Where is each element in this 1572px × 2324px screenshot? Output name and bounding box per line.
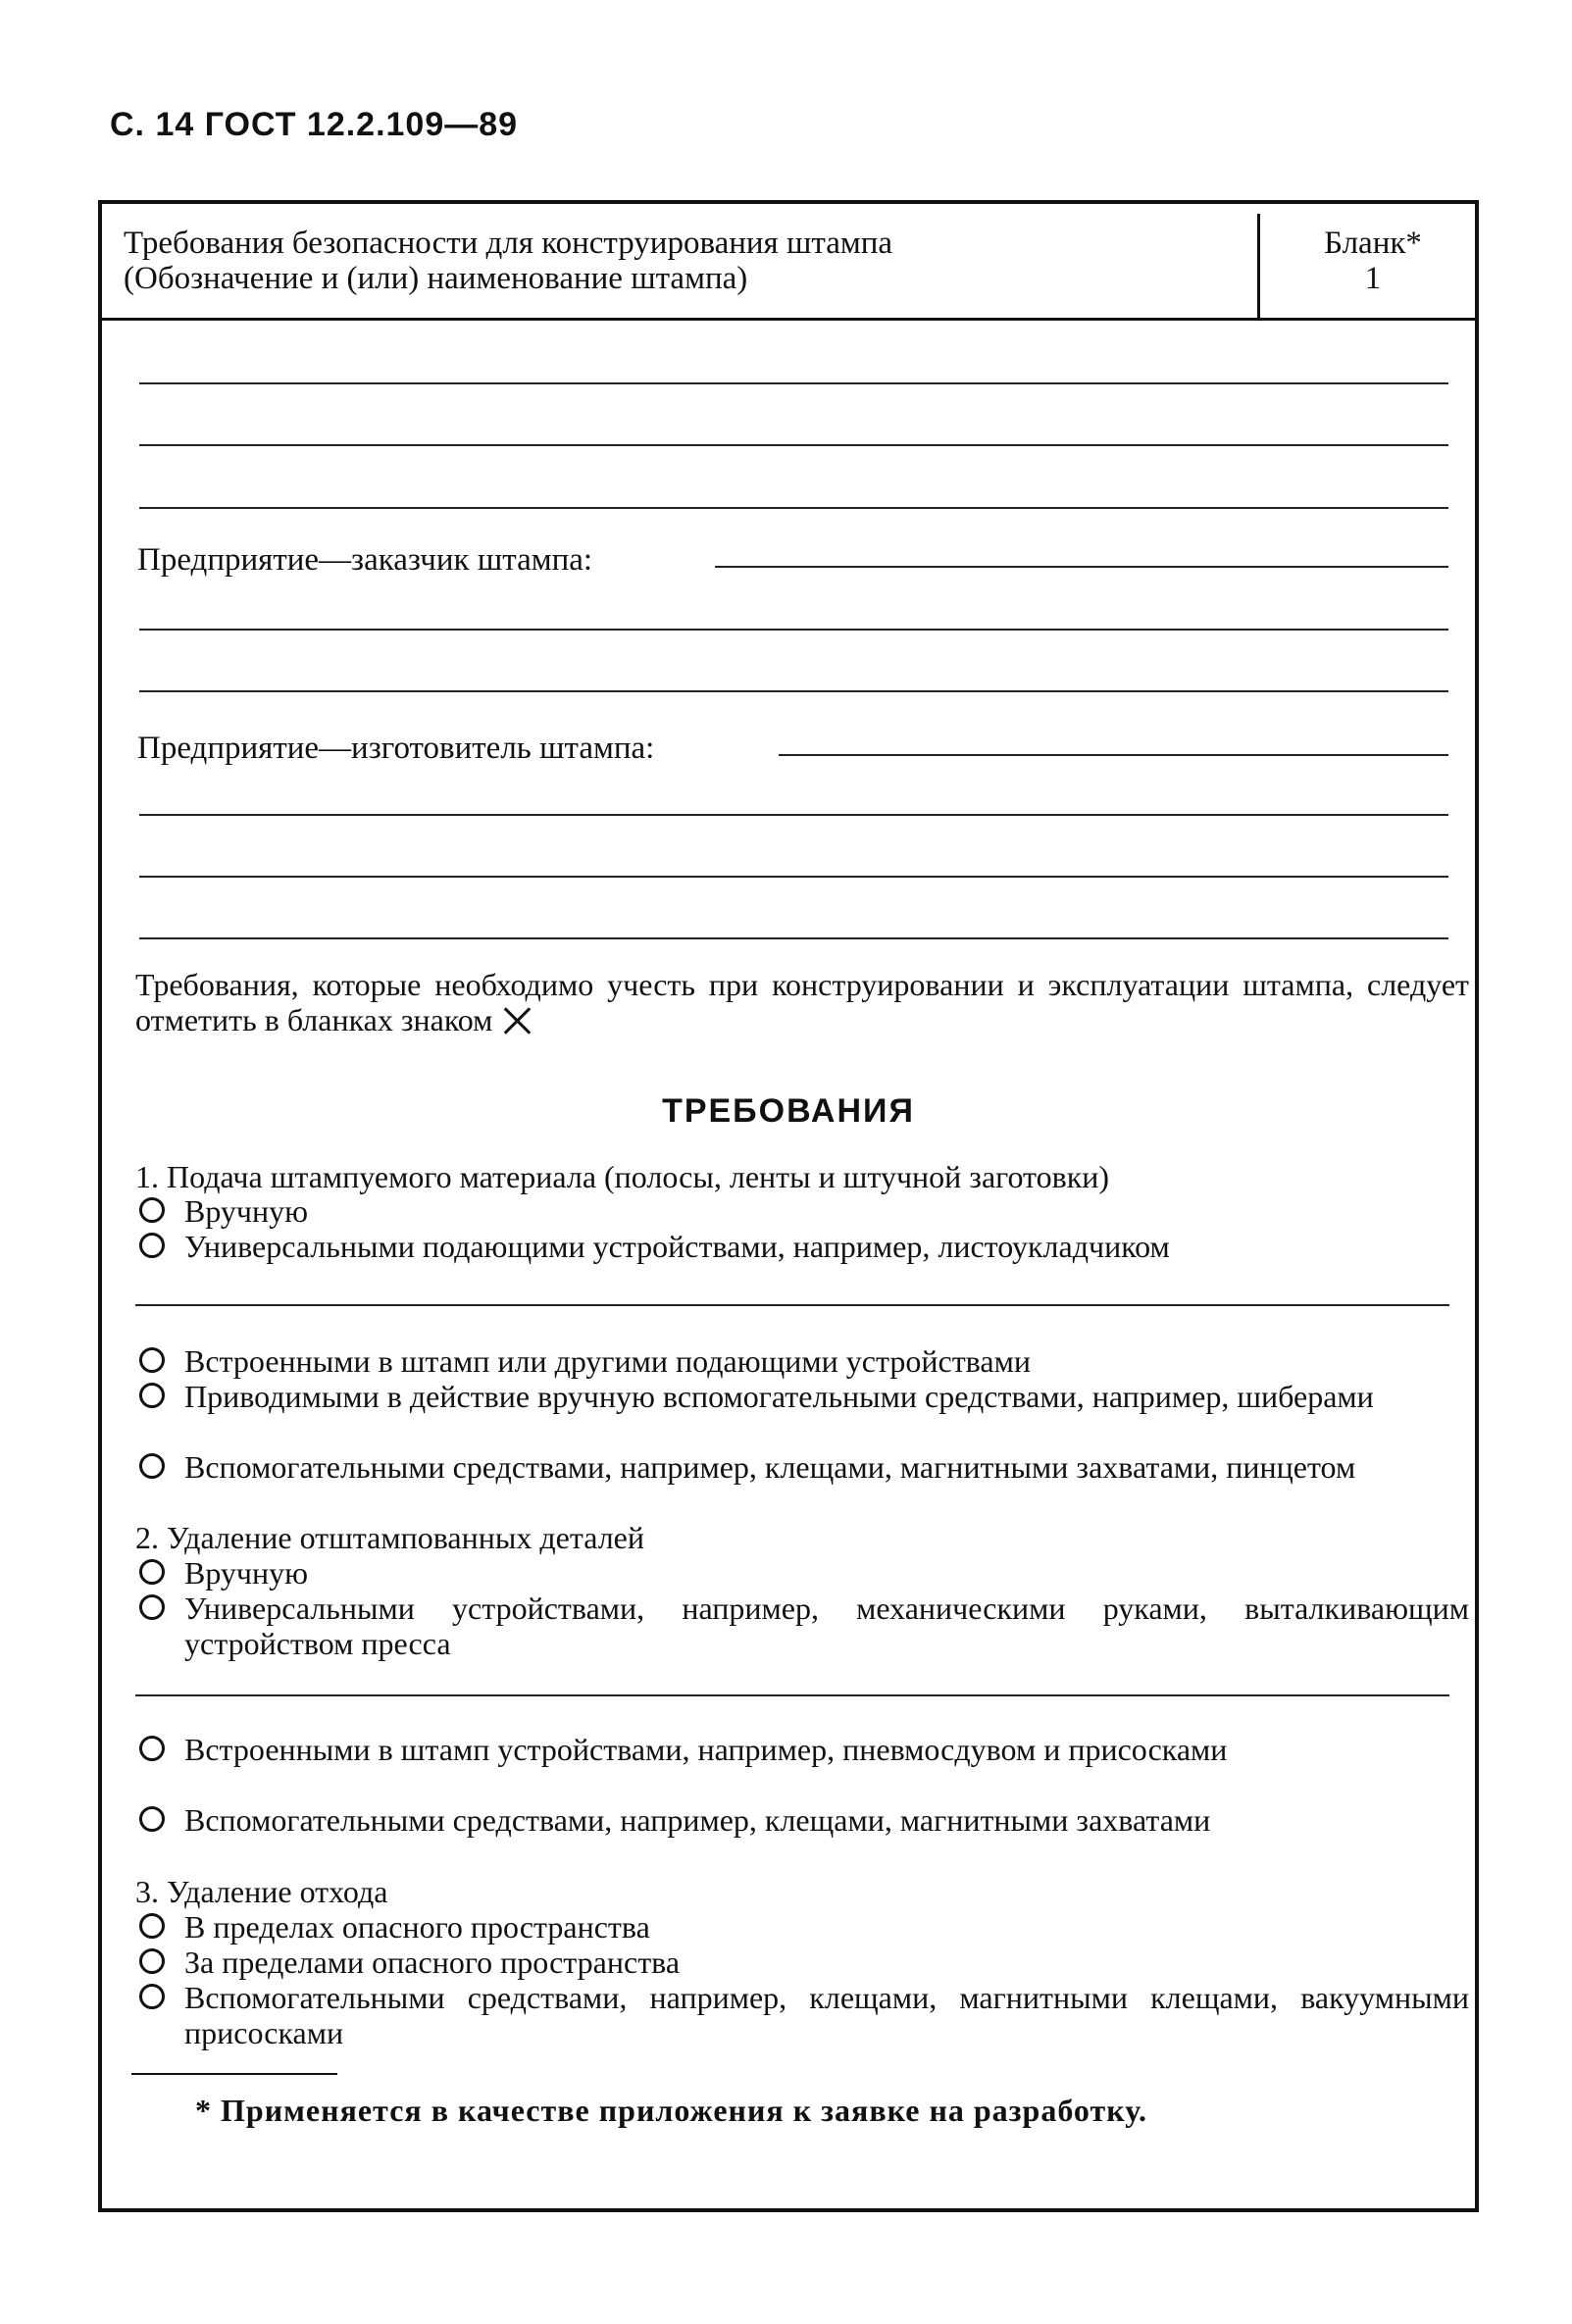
title-line-2: (Обозначение и (или) наименование штампа) — [124, 261, 748, 296]
option-label: Приводимыми в действие вручную вспомогательными средствами, например, шиберами — [184, 1379, 1374, 1414]
section-2-heading: 2. Удаление отштампованных деталей — [135, 1520, 644, 1555]
option-label: Вспомогательными средствами, например, клещами, магнитными захватами, пинцетом — [184, 1449, 1356, 1485]
radio-circle-icon[interactable] — [139, 1984, 165, 2009]
stamp-name-line-1[interactable] — [139, 382, 1448, 384]
title-divider — [1257, 214, 1260, 318]
option-label: Вспомогательными средствами, например, клещами, магнитными клещами, вакуумными присосками — [184, 1980, 1469, 2050]
option-item[interactable] — [135, 1343, 1469, 1379]
option-item[interactable] — [135, 1591, 1469, 1661]
section-title: ТРЕБОВАНИЯ — [662, 1092, 915, 1130]
x-mark-icon — [502, 1005, 532, 1035]
option-label: Вручную — [184, 1193, 309, 1229]
customer-label: Предприятие—заказчик штампа: — [137, 542, 593, 578]
option-item[interactable] — [135, 1449, 1469, 1485]
radio-circle-icon[interactable] — [139, 1197, 165, 1223]
radio-circle-icon[interactable] — [139, 1233, 165, 1258]
title-line-1: Требования безопасности для конструирования штампа — [124, 226, 893, 261]
form-frame — [98, 200, 1479, 2212]
radio-circle-icon[interactable] — [139, 1594, 165, 1620]
customer-line-2[interactable] — [139, 629, 1448, 631]
form-title — [124, 226, 892, 296]
footnote: * Применяется в качестве приложения к заявке на разработку. — [195, 2093, 1147, 2128]
instruction: Требования, которые необходимо учесть при конструировании и эксплуатации штампа, следует отметить в бланках знаком — [135, 967, 1469, 1037]
radio-circle-icon[interactable] — [139, 1347, 165, 1373]
instruction-text — [135, 967, 1469, 1037]
option-label: Вспомогательными средствами, например, клещами, магнитными захватами — [184, 1802, 1211, 1838]
customer-line-3[interactable] — [139, 690, 1448, 692]
section-3-heading: 3. Удаление отхода — [135, 1874, 388, 1909]
option-label: Вручную — [184, 1555, 309, 1591]
option-item[interactable] — [135, 1732, 1469, 1767]
option-item[interactable] — [135, 1379, 1469, 1414]
option-item[interactable] — [135, 1909, 1469, 1945]
option-label: Встроенными в штамп устройствами, например, пневмосдувом и присосками — [184, 1732, 1228, 1767]
manufacturer-label: Предприятие—изготовитель штампа: — [137, 731, 655, 766]
manufacturer-line-2[interactable] — [139, 814, 1448, 816]
blank-label: Бланк* — [1324, 226, 1422, 261]
option-label: В пределах опасного пространства — [184, 1909, 650, 1945]
radio-circle-icon[interactable] — [139, 1913, 165, 1939]
radio-circle-icon[interactable] — [139, 1948, 165, 1974]
option-label: Универсальными устройствами, например, механическими руками, выталкивающим устройством пресса — [184, 1591, 1469, 1661]
customer-line-1[interactable] — [715, 566, 1448, 568]
manufacturer-line-1[interactable] — [779, 754, 1448, 756]
section-1-separator — [135, 1304, 1449, 1306]
radio-circle-icon[interactable] — [139, 1383, 165, 1408]
manufacturer-line-4[interactable] — [139, 937, 1448, 939]
stamp-name-line-3[interactable] — [139, 507, 1448, 509]
option-label: Встроенными в штамп или другими подающими устройствами — [184, 1343, 1031, 1379]
radio-circle-icon[interactable] — [139, 1806, 165, 1832]
blank-box — [1275, 226, 1471, 296]
option-item[interactable] — [135, 1193, 1469, 1229]
radio-circle-icon[interactable] — [139, 1736, 165, 1761]
manufacturer-line-3[interactable] — [139, 876, 1448, 878]
section-1-heading: 1. Подача штампуемого материала (полосы, ленты и штучной заготовки) — [135, 1159, 1110, 1194]
option-item[interactable] — [135, 1945, 1469, 1980]
option-item[interactable] — [135, 1555, 1469, 1591]
page-header: С. 14 ГОСТ 12.2.109—89 — [110, 106, 519, 143]
option-label: Универсальными подающими устройствами, например, листоукладчиком — [184, 1229, 1170, 1264]
option-label: За пределами опасного пространства — [184, 1945, 681, 1980]
stamp-name-line-2[interactable] — [139, 444, 1448, 446]
footnote-rule — [131, 2073, 337, 2075]
option-item[interactable] — [135, 1229, 1469, 1264]
option-item[interactable] — [135, 1802, 1469, 1838]
title-row — [102, 204, 1475, 321]
option-item[interactable] — [135, 1980, 1469, 2050]
blank-number: 1 — [1364, 261, 1382, 296]
radio-circle-icon[interactable] — [139, 1453, 165, 1479]
section-2-separator — [135, 1694, 1449, 1696]
radio-circle-icon[interactable] — [139, 1559, 165, 1585]
